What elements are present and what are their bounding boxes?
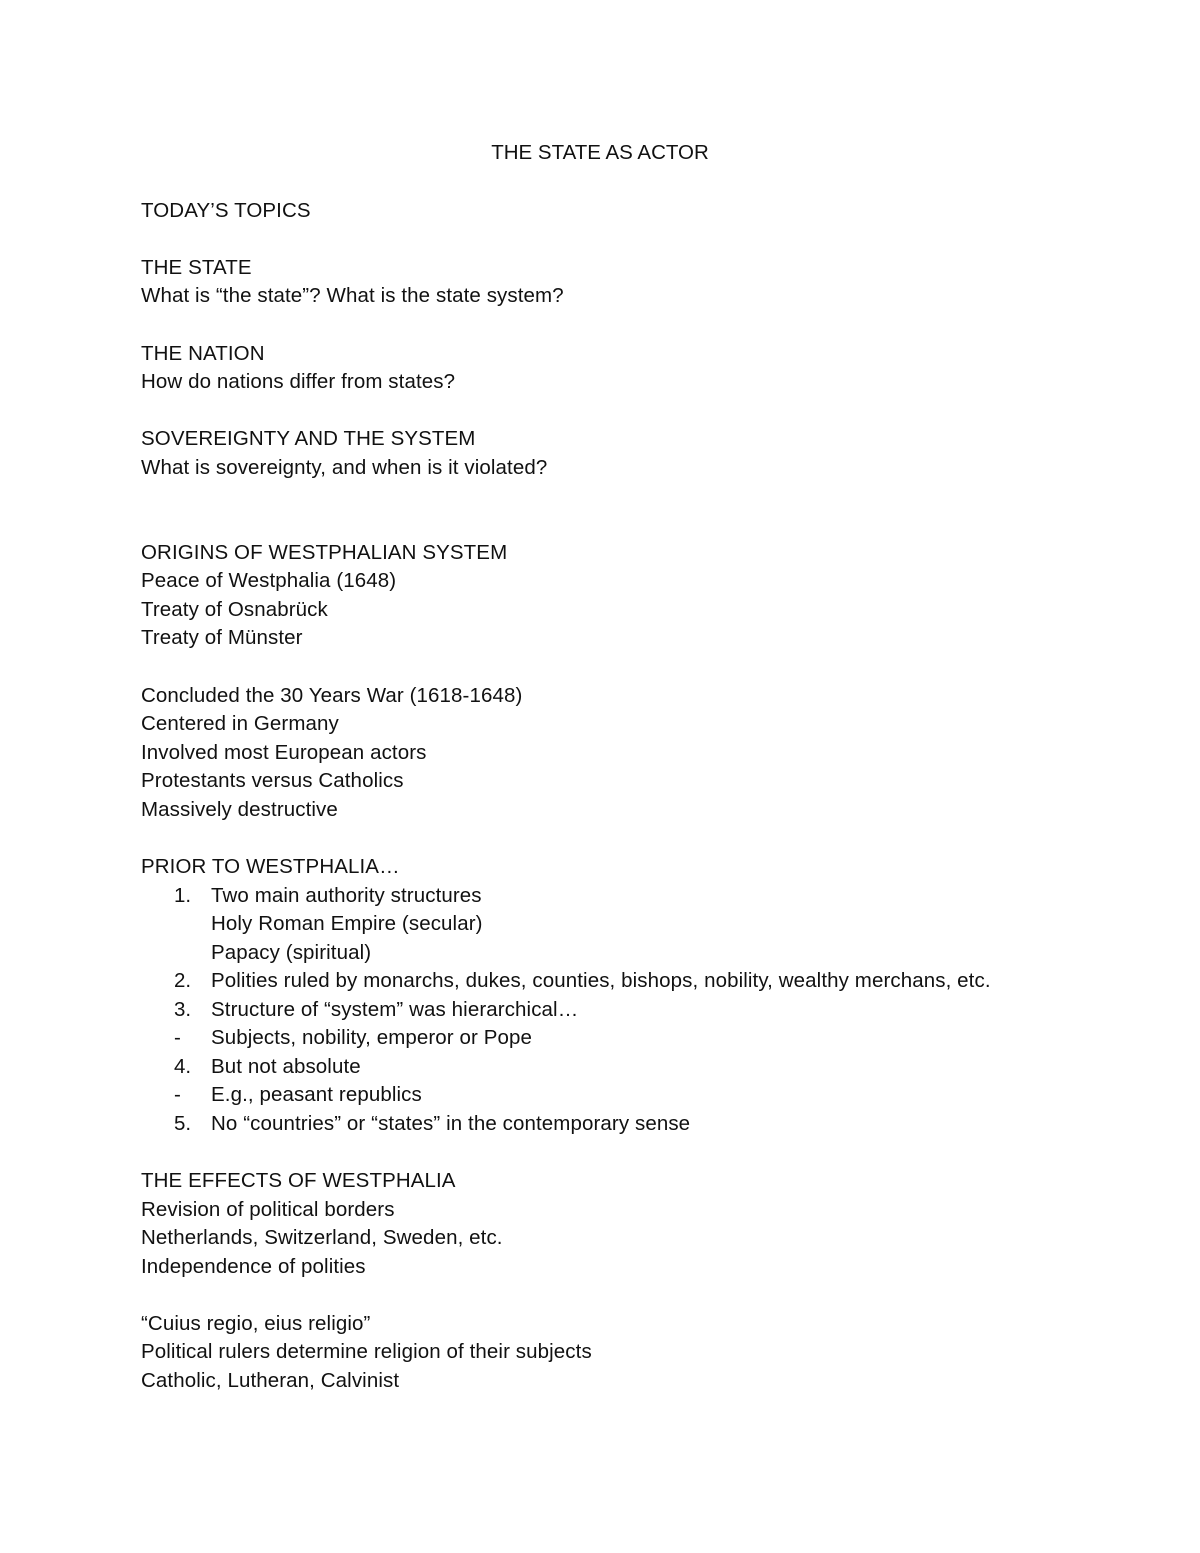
cuius-line: “Cuius regio, eius religio” <box>141 1312 371 1335</box>
origins-line: Treaty of Münster <box>141 626 303 649</box>
origins-line: Peace of Westphalia (1648) <box>141 569 397 592</box>
state-heading: THE STATE <box>141 256 252 279</box>
list-item-text: Subjects, nobility, emperor or Pope <box>211 1026 533 1049</box>
origins-line: Treaty of Osnabrück <box>141 598 328 621</box>
list-marker: 3. <box>174 998 192 1021</box>
list-marker: 2. <box>174 969 192 992</box>
nation-question: How do nations differ from states? <box>141 370 456 393</box>
effects-line: Netherlands, Switzerland, Sweden, etc. <box>141 1226 503 1249</box>
list-item-text: No “countries” or “states” in the contemporary sense <box>211 1112 691 1135</box>
document-title: THE STATE AS ACTOR <box>491 141 709 164</box>
sovereignty-heading: SOVEREIGNTY AND THE SYSTEM <box>141 427 476 450</box>
war-line: Massively destructive <box>141 798 338 821</box>
list-item-text: But not absolute <box>211 1055 361 1078</box>
effects-line: Independence of polities <box>141 1255 366 1278</box>
war-line: Centered in Germany <box>141 712 339 735</box>
war-line: Protestants versus Catholics <box>141 769 404 792</box>
war-line: Involved most European actors <box>141 741 427 764</box>
list-item-text: Two main authority structures <box>211 884 482 907</box>
effects-heading: THE EFFECTS OF WESTPHALIA <box>141 1169 456 1192</box>
cuius-line: Catholic, Lutheran, Calvinist <box>141 1369 400 1392</box>
effects-line: Revision of political borders <box>141 1198 395 1221</box>
topics-heading: TODAY’S TOPICS <box>141 199 311 222</box>
list-item-text: Holy Roman Empire (secular) <box>211 912 483 935</box>
list-marker: - <box>174 1083 181 1106</box>
list-item-text: Structure of “system” was hierarchical… <box>211 998 579 1021</box>
list-marker: 1. <box>174 884 192 907</box>
list-item-text: Papacy (spiritual) <box>211 941 372 964</box>
list-item-text: E.g., peasant republics <box>211 1083 422 1106</box>
nation-heading: THE NATION <box>141 342 265 365</box>
list-marker: 4. <box>174 1055 192 1078</box>
state-question: What is “the state”? What is the state system? <box>141 284 564 307</box>
sovereignty-question: What is sovereignty, and when is it violated? <box>141 456 548 479</box>
cuius-line: Political rulers determine religion of their subjects <box>141 1340 592 1363</box>
prior-heading: PRIOR TO WESTPHALIA… <box>141 855 400 878</box>
origins-heading: ORIGINS OF WESTPHALIAN SYSTEM <box>141 541 508 564</box>
list-item-text: Polities ruled by monarchs, dukes, counties, bishops, nobility, wealthy merchans, etc. <box>211 969 991 992</box>
list-marker: - <box>174 1026 181 1049</box>
war-line: Concluded the 30 Years War (1618-1648) <box>141 684 523 707</box>
list-marker: 5. <box>174 1112 192 1135</box>
